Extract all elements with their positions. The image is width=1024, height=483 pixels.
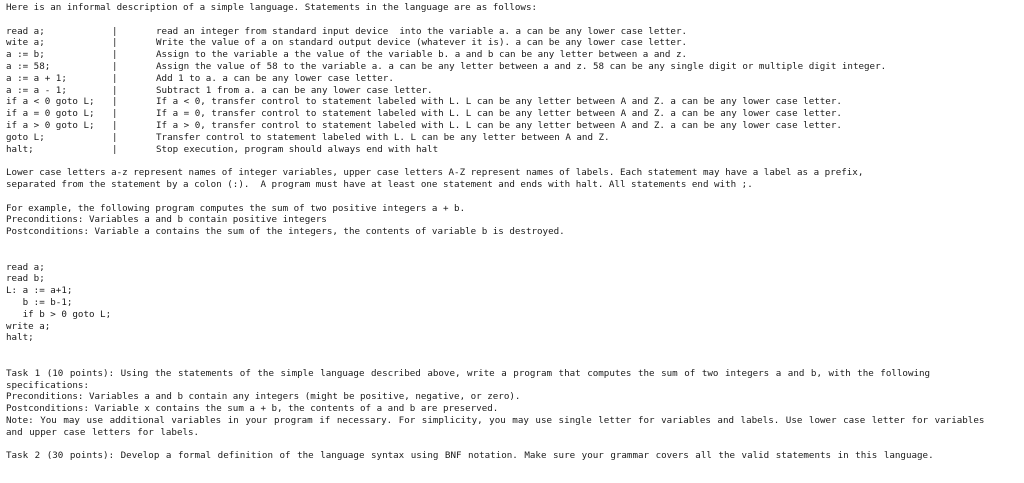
spacer [6,155,1012,167]
separator: | [112,72,118,84]
statement-code: halt; [6,143,34,155]
separator: | [112,37,118,49]
statement-desc: Assign the value of 58 to the variable a. a can be any letter between a and z. 58 can be any single digit or multiple digit integer. [156,60,887,72]
statement-code: a := a + 1; [6,72,67,84]
spacer [6,191,1012,203]
statement-desc: Stop execution, program should always end with halt [156,143,439,155]
spacer [6,238,1012,262]
statements-table [6,26,1012,156]
task2-description: Task 2 (30 points): Develop a formal definition of the language syntax using BNF notation. Make sure your grammar covers all the valid statements in this language. [6,450,934,462]
statement-row [6,96,1012,108]
statement-desc: If a < 0, transfer control to statement labeled with L. L can be any letter between A and Z. a can be any lower case letter. [156,96,842,108]
example-preconditions: Preconditions: Variables a and b contain positive integers [6,214,327,226]
paragraph-line: Lower case letters a-z represent names of integer variables, upper case letters A-Z represent names of labels. Each statement may have a label as a prefix, [6,167,864,179]
statement-desc: read an integer from standard input device into the variable a. a can be any lower case letter. [156,25,688,37]
statement-code: a := b; [6,49,45,61]
separator: | [112,96,118,108]
program-line: b := b-1; [6,296,73,308]
statement-code: a := a - 1; [6,84,67,96]
example-postconditions: Postconditions: Variable a contains the sum of the integers, the contents of variable b is destroyed. [6,226,565,238]
statement-row [6,26,1012,38]
statement-code: wite a; [6,37,45,49]
separator: | [112,131,118,143]
program-line: read a; [6,261,45,273]
statement-desc: If a > 0, transfer control to statement labeled with L. L can be any letter between A and Z. a can be any lower case letter. [156,119,842,131]
statement-desc: Transfer control to statement labeled with L. L can be any letter between A and Z. [156,131,610,143]
statement-code: if a = 0 goto L; [6,108,95,120]
statement-row [6,120,1012,132]
statement-row [6,61,1012,73]
separator: | [112,84,118,96]
spacer [6,14,1012,26]
spacer [6,438,1012,450]
statement-code: if a < 0 goto L; [6,96,95,108]
statement-code: goto L; [6,131,45,143]
program-line: halt; [6,332,34,344]
program-line: if b > 0 goto L; [6,308,112,320]
separator: | [112,49,118,61]
separator: | [112,60,118,72]
intro-text: Here is an informal description of a simple language. Statements in the language are as follows: [6,2,538,13]
task1-preconditions: Preconditions: Variables a and b contain any integers (might be positive, negative, or zero). [6,391,521,403]
separator: | [112,108,118,120]
program-line: read b; [6,273,45,285]
separator: | [112,25,118,37]
statement-desc: Write the value of a on standard output device (whatever it is). a can be any lower case letter. [156,37,688,49]
statement-code: if a > 0 goto L; [6,119,95,131]
paragraph-line: separated from the statement by a colon (:). A program must have at least one statement and ends with halt. All statements end with ;. [6,178,753,190]
separator: | [112,119,118,131]
statement-code: read a; [6,25,45,37]
statement-row [6,144,1012,156]
statement-desc: Subtract 1 from a. a can be any lower case letter. [156,84,433,96]
task1-postconditions: Postconditions: Variable x contains the sum a + b, the contents of a and b are preserved. [6,403,499,415]
statement-row [6,108,1012,120]
statement-desc: Assign to the variable a the value of the variable b. a and b can be any letter between a and z. [156,49,688,61]
statement-desc: Add 1 to a. a can be any lower case letter. [156,72,394,84]
statement-row [6,73,1012,85]
statement-row [6,85,1012,97]
statement-code: a := 58; [6,60,51,72]
program-line: L: a := a+1; [6,285,73,297]
example-intro: For example, the following program computes the sum of two positive integers a + b. [6,202,466,214]
statement-row [6,49,1012,61]
example-program [6,262,1012,345]
statement-desc: If a = 0, transfer control to statement labeled with L. L can be any letter between A and Z. a can be any lower case letter. [156,108,842,120]
separator: | [112,143,118,155]
statement-row [6,132,1012,144]
spacer [6,344,1012,368]
task1-description: Task 1 (10 points): Using the statements of the simple language described above, write a program that computes the sum of two integers a and b, with the following specifications: [6,367,931,391]
task1-note: Note: You may use additional variables in your program if necessary. For simplicity, you may use single letter for variables and labels. Use lower case letter for variables and upper case letters for labels. [6,414,985,438]
statement-row [6,37,1012,49]
program-line: write a; [6,320,51,332]
